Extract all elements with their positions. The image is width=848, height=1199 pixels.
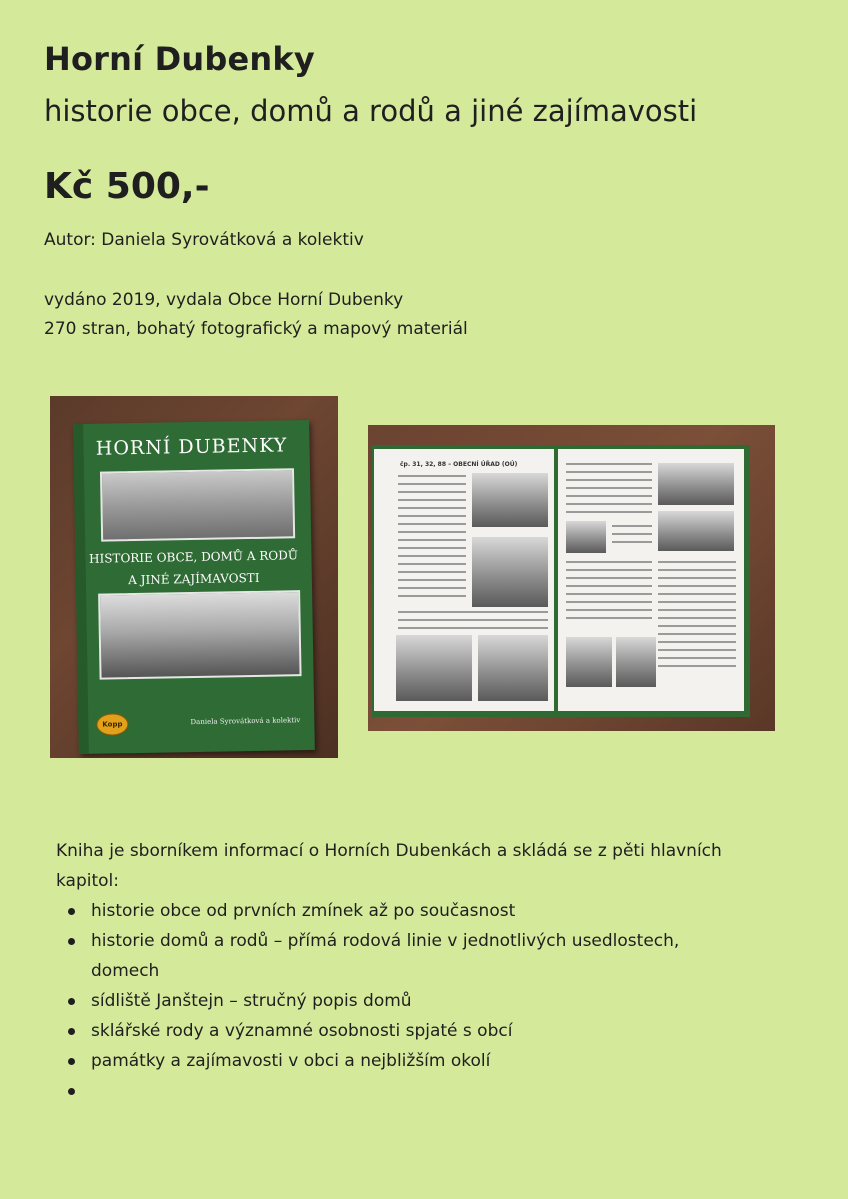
text-line: [658, 617, 736, 619]
text-line: [658, 609, 736, 611]
text-line: [566, 593, 652, 595]
right-page: [558, 449, 744, 711]
text-line: [398, 611, 548, 613]
text-line: [658, 601, 736, 603]
text-line: [658, 665, 736, 667]
text-line: [398, 483, 466, 485]
text-line: [566, 609, 652, 611]
page-photo: [566, 521, 606, 553]
page-count-info: 270 stran, bohatý fotografický a mapový materiál: [44, 319, 468, 339]
publisher-logo: Kopp: [96, 713, 128, 736]
text-line: [566, 617, 652, 619]
cover-photo-top: [100, 468, 295, 541]
text-line: [658, 641, 736, 643]
text-line: [398, 539, 466, 541]
text-line: [658, 593, 736, 595]
text-line: [658, 569, 736, 571]
list-item: [56, 1076, 746, 1106]
text-line: [566, 601, 652, 603]
page-photo: [566, 637, 612, 687]
text-line: [398, 595, 466, 597]
publication-info: vydáno 2019, vydala Obce Horní Dubenky: [44, 290, 404, 310]
text-line: [398, 555, 466, 557]
chapter-list: [56, 896, 746, 1106]
product-subtitle: historie obce, domů a rodů a jiné zajímavosti: [44, 94, 698, 128]
list-item: sídliště Janštejn – stručný popis domů: [56, 986, 746, 1016]
text-line: [566, 511, 652, 513]
text-line: [566, 479, 652, 481]
cover-photo-bottom: [98, 590, 301, 680]
text-line: [398, 547, 466, 549]
cover-subtitle: [75, 544, 312, 592]
cover-title: HORNÍ DUBENKY: [95, 434, 288, 460]
list-item: historie domů a rodů – přímá rodová linie v jednotlivých usedlostech, domech: [56, 926, 746, 986]
text-line: [398, 563, 466, 565]
text-line: [658, 633, 736, 635]
price: Kč 500,-: [44, 166, 210, 207]
text-line: [566, 503, 652, 505]
cover-subtitle-line1: HISTORIE OBCE, DOMŮ A RODŮ: [88, 548, 298, 566]
description-intro: Kniha je sborníkem informací o Horních Dubenkách a skládá se z pěti hlavních kapitol:: [56, 841, 722, 891]
page-photo: [658, 463, 734, 505]
text-line: [566, 463, 652, 465]
text-line: [566, 495, 652, 497]
text-line: [612, 525, 652, 527]
text-line: [658, 585, 736, 587]
text-line: [398, 531, 466, 533]
page-photo: [658, 511, 734, 551]
text-line: [566, 561, 652, 563]
text-line: [612, 533, 652, 535]
text-line: [658, 625, 736, 627]
page-photo: [396, 635, 472, 701]
text-line: [566, 569, 652, 571]
book-cover: [73, 420, 315, 754]
text-line: [398, 507, 466, 509]
text-line: [398, 475, 466, 477]
text-line: [398, 491, 466, 493]
list-item: historie obce od prvních zmínek až po současnost: [56, 896, 746, 926]
text-line: [398, 579, 466, 581]
text-line: [658, 649, 736, 651]
text-line: [398, 571, 466, 573]
text-line: [566, 585, 652, 587]
text-line: [398, 587, 466, 589]
page-photo: [616, 637, 656, 687]
list-item: památky a zajímavosti v obci a nejbližším okolí: [56, 1046, 746, 1076]
cover-subtitle-line2: A JINÉ ZAJÍMAVOSTI: [128, 570, 260, 588]
text-line: [658, 577, 736, 579]
author-line: Autor: Daniela Syrovátková a kolektiv: [44, 230, 364, 250]
page-photo: [478, 635, 548, 701]
list-item: sklářské rody a významné osobnosti spjaté s obcí: [56, 1016, 746, 1046]
text-line: [398, 619, 548, 621]
text-line: [566, 577, 652, 579]
text-line: [398, 499, 466, 501]
product-title: Horní Dubenky: [44, 40, 315, 78]
text-line: [566, 471, 652, 473]
open-book-photo: [368, 425, 775, 731]
text-line: [566, 487, 652, 489]
left-page-heading: čp. 31, 32, 88 – OBECNÍ ÚŘAD (OÚ): [400, 461, 518, 468]
text-line: [398, 627, 548, 629]
text-line: [398, 515, 466, 517]
text-line: [398, 523, 466, 525]
page-photo: [472, 537, 548, 607]
cover-author: Daniela Syrovátková a kolektiv: [190, 716, 301, 727]
book-cover-photo: [50, 396, 338, 758]
book-description: [56, 836, 746, 1106]
left-page: [374, 449, 554, 711]
text-line: [658, 561, 736, 563]
text-line: [612, 541, 652, 543]
open-book: [372, 445, 750, 717]
page-photo: [472, 473, 548, 527]
text-line: [658, 657, 736, 659]
